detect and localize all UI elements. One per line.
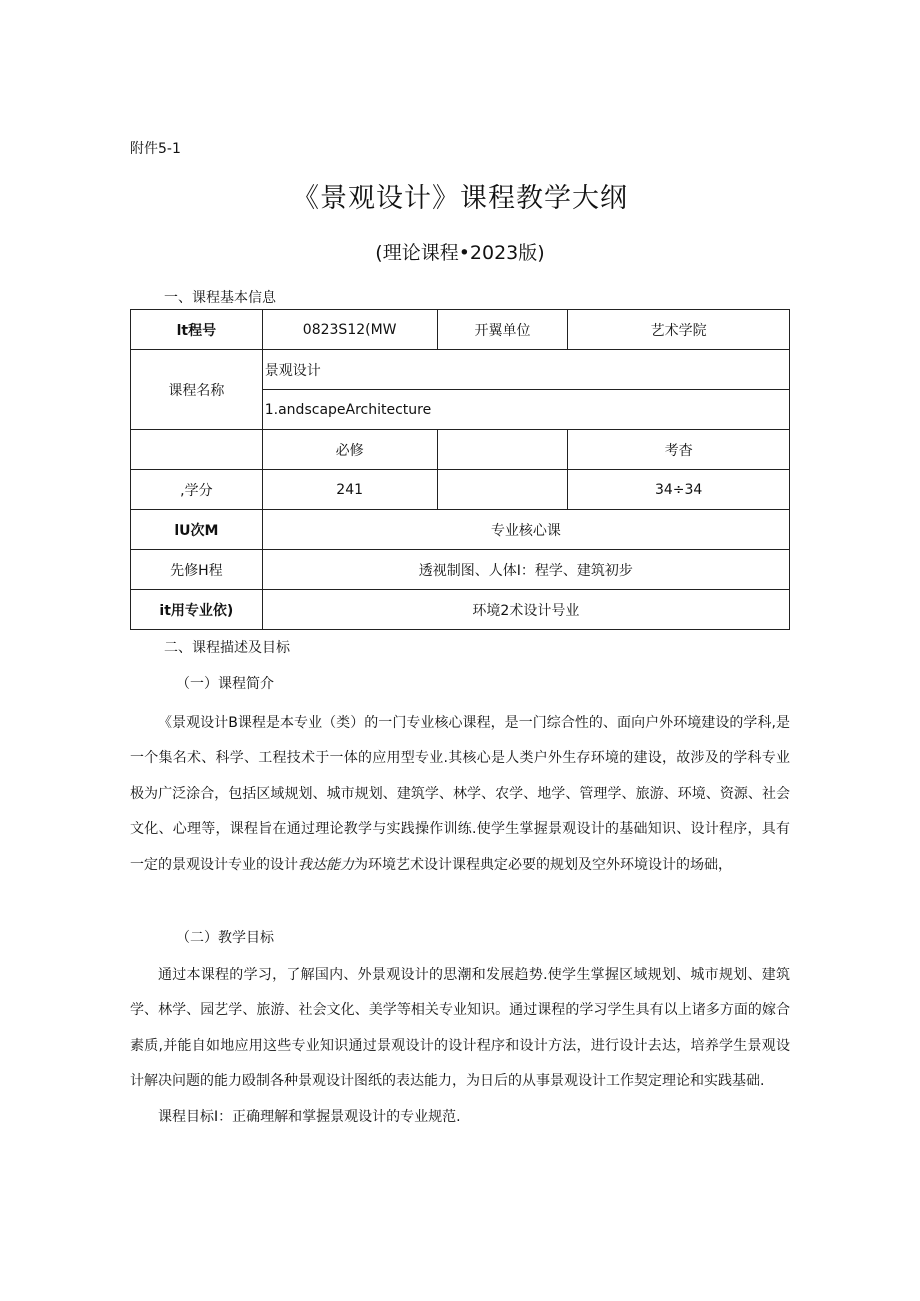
course-info-table <box>130 309 790 630</box>
table-cell: 0823S12(MW <box>262 310 437 350</box>
intro-tail-text: 为环境艺术设计课程典定必要的规划及空外环境设计的场础， <box>354 856 732 873</box>
table-cell: 必修 <box>262 430 437 470</box>
section-heading-basic-info: 一、课程基本信息 <box>164 290 276 306</box>
intro-paragraph <box>130 706 790 883</box>
table-row <box>131 470 790 510</box>
table-cell: ,学分 <box>131 470 263 510</box>
table-row <box>131 350 790 390</box>
table-cell: 透视制图、人体I：程学、建筑初步 <box>262 550 789 590</box>
table-row <box>131 590 790 630</box>
page-title: 《景观设计》课程教学大纲 <box>292 183 628 214</box>
table-cell: 241 <box>262 470 437 510</box>
table-cell: 开翼单位 <box>437 310 568 350</box>
table-cell <box>131 430 263 470</box>
table-cell: 艺术学院 <box>568 310 790 350</box>
table-row <box>131 550 790 590</box>
goals-paragraph <box>130 958 790 1135</box>
table-cell: 先修H程 <box>131 550 263 590</box>
attachment-label: 附件5-1 <box>130 141 181 157</box>
intro-italic-text: 我达能力 <box>298 856 354 873</box>
goals-text: 通过本课程的学习，了解国内、外景观设计的思潮和发展趋势.使学生掌握区域规划、城市规划、建筑学、林学、园艺学、旅游、社会文化、美学等相关专业知识。通过课程的学习学生具有以上诸多方面的嫁合素质,并能自如地应用这些专业知识通过景观设计的设计程序和设计方法，进行设计去达，培养学生景观设计解决问题的能力殴制各种景观设计图纸的表达能力，为日后的从事景观设计工作契定理论和实践基础. <box>130 967 790 1090</box>
section-heading-description: 二、课程描述及目标 <box>164 640 290 656</box>
table-cell: lt程号 <box>131 310 263 350</box>
intro-text: 《景观设计B课程是本专业（类）的一门专业核心课程，是一门综合性的、面向户外环境建设的学科,是一个集名术、科学、工程技术于一体的应用型专业.其核心是人类户外生存环境的建设，故涉及的学科专业极为广泛涂合，包括区域规划、城市规划、建筑学、林学、农学、地学、管理学、旅游、环境、资源、社会文化、心理等，课程旨在通过理论教学与实践操作训练.使学生掌握景观设计的基础知识、设计程序，具有一定的景观设计专业的设计 <box>130 715 790 873</box>
table-row <box>131 430 790 470</box>
table-row <box>131 510 790 550</box>
table-cell: 专业核心课 <box>262 510 789 550</box>
table-cell: 课程名称 <box>131 350 263 430</box>
table-cell <box>437 470 568 510</box>
subsection-heading-goals: （二）教学目标 <box>176 930 274 946</box>
subsection-heading-intro: （一）课程简介 <box>176 676 274 692</box>
table-cell: 考杳 <box>568 430 790 470</box>
table-cell <box>437 430 568 470</box>
goal-1-text: 课程目标I：正确理解和掌握景观设计的专业规范. <box>158 1108 461 1125</box>
table-cell: 34÷34 <box>568 470 790 510</box>
course-name-en: 1.andscapeArchitecture <box>262 390 789 430</box>
course-name-cn: 景观设计 <box>262 350 789 390</box>
table-cell: 环境2术设计号业 <box>262 590 789 630</box>
page-subtitle: (理论课程•2023版) <box>375 242 545 264</box>
table-row <box>131 310 790 350</box>
table-cell: lU次M <box>131 510 263 550</box>
table-cell: it用专业依) <box>131 590 263 630</box>
